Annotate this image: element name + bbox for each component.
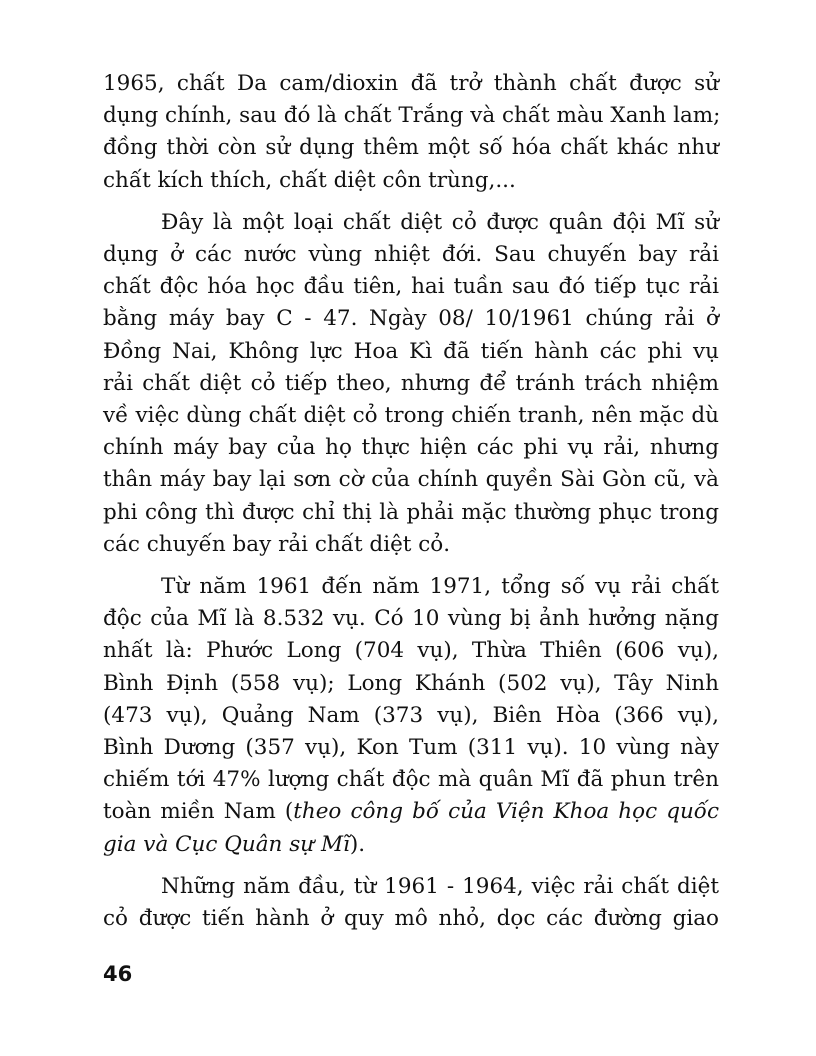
text-line: cỏ được tiến hành ở quy mô nhỏ, dọc các đường giao [103,906,719,932]
text-line: rải chất diệt cỏ tiếp theo, nhưng để tránh trách nhiệm [103,370,719,396]
text-line: bằng máy bay C - 47. Ngày 08/ 10/1961 chúng rải ở [103,306,719,332]
text-line: phi công thì được chỉ thị là phải mặc thường phục trong [103,499,719,525]
text-line: Đây là một loại chất diệt cỏ được quân đội Mĩ sử [161,209,719,235]
text-line-with-citation [103,829,719,861]
text-line: Đồng Nai, Không lực Hoa Kì đã tiến hành các phi vụ [103,338,719,364]
text-line: Bình Dương (357 vụ), Kon Tum (311 vụ). 10 vùng này [103,735,719,761]
text-line: chính máy bay của họ thực hiện các phi vụ rải, nhưng [103,435,719,461]
paragraph-4 [103,871,719,935]
citation-italic-text: gia và Cục Quân sự Mĩ [103,831,350,857]
text-line: chiếm tới 47% lượng chất độc mà quân Mĩ đã phun trên [103,767,719,793]
text-line: chất độc hóa học đầu tiên, hai tuần sau đó tiếp tục rải [103,274,719,300]
text-line: 1965, chất Da cam/dioxin đã trở thành chất được sử [103,71,719,96]
paragraph-3 [103,571,719,861]
text-line: thân máy bay lại sơn cờ của chính quyền Sài Gòn cũ, và [103,467,719,493]
text-line: độc của Mĩ là 8.532 vụ. Có 10 vùng bị ảnh hưởng nặng [103,606,719,632]
text-line: chất kích thích, chất diệt côn trùng,... [103,167,516,193]
page-number: 46 [103,962,133,986]
citation-lead-text: toàn miền Nam ( [103,799,294,825]
text-line-with-citation [103,796,719,828]
paragraph-1 [103,68,719,197]
text-line: Những năm đầu, từ 1961 - 1964, việc rải chất diệt [161,873,719,899]
text-line: (473 vụ), Quảng Nam (373 vụ), Biên Hòa (366 vụ), [103,702,719,728]
text-line: dụng chính, sau đó là chất Trắng và chất màu Xanh lam; [103,103,721,129]
text-line: đồng thời còn sử dụng thêm một số hóa chất khác như [103,135,719,161]
text-line: dụng ở các nước vùng nhiệt đới. Sau chuyến bay rải [103,242,719,268]
text-line: nhất là: Phước Long (704 vụ), Thừa Thiên (606 vụ), [103,638,719,664]
book-page-body [103,68,719,945]
text-line: về việc dùng chất diệt cỏ trong chiến tranh, nên mặc dù [103,403,719,429]
citation-italic-text: theo công bố của Viện Khoa học quốc [293,799,719,825]
text-line: Bình Định (558 vụ); Long Khánh (502 vụ), Tây Ninh [103,670,719,696]
paragraph-2 [103,207,719,561]
citation-close-text: ). [349,831,366,857]
text-line: Từ năm 1961 đến năm 1971, tổng số vụ rải chất [161,574,719,600]
text-line: các chuyến bay rải chất diệt cỏ. [103,531,451,557]
